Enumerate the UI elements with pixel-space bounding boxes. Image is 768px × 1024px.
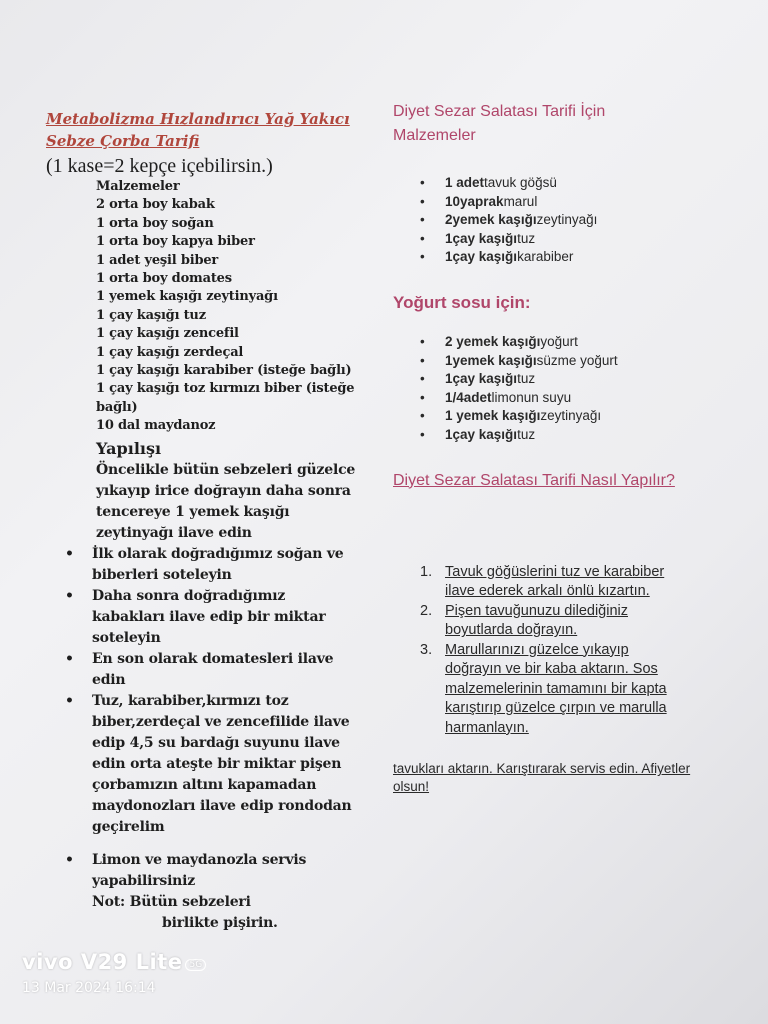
sauce-ingredient-list (393, 333, 723, 445)
photo-timestamp: 13 Mar 2024 16:14 (22, 980, 156, 996)
list-item: • 1yemek kaşığısüzme yoğurt (393, 352, 723, 371)
ingredient-line: 1 orta boy soğan (96, 215, 214, 231)
list-item: • 1çay kaşığıkarabiber (393, 248, 723, 267)
ingredient-line: 1 çay kaşığı tuz (96, 307, 206, 323)
camera-watermark (22, 950, 206, 996)
bullet-icon: • (420, 212, 425, 228)
list-item: • 2yemek kaşığızeytinyağı (393, 211, 723, 230)
list-item: 1. Tavuk göğüslerini tuz ve karabiber ilave ederek arkalı önlü kızartın. (420, 563, 665, 600)
bullet-icon: • (65, 587, 74, 604)
list-item: • 1/4adetlimonun suyu (393, 389, 723, 408)
list-item: • Limon ve maydanozla servis yapabilirsiniz Not: Bütün sebzeleri birlikte pişirin. (65, 851, 307, 931)
ingredient-line: 1 yemek kaşığı zeytinyağı (96, 289, 278, 305)
bullet-icon: • (420, 426, 425, 442)
sauce-heading: Yoğurt sosu için: (393, 292, 531, 312)
ingredient-line: 2 orta boy kabak (96, 197, 215, 213)
list-item: • Daha sonra doğradığımız kabakları ilave edip bir miktar soteleyin (65, 587, 326, 646)
list-item: • 1 adettavuk göğsü (393, 174, 723, 193)
bullet-icon: • (420, 230, 425, 246)
bullet-icon: • (65, 650, 74, 667)
list-item: • En son olarak domatesleri ilave edin (65, 650, 334, 688)
network-badge: 5G (185, 959, 206, 971)
camera-brand: vivo V29 Lite (22, 950, 183, 974)
bullet-icon: • (65, 692, 74, 709)
list-item: • Tuz, karabiber,kırmızı toz biber,zerdeçal ve zencefilide ilave edip 4,5 su bardağı suyunu ilave edin orta ateşte bir miktar pişen çorbamızın altını kapamadan maydonozları ilave edip rondodan geçirelim (65, 692, 352, 835)
salad-steps-list (393, 563, 723, 739)
salad-recipe-column (393, 100, 723, 796)
method-heading: Yapılışı (96, 438, 162, 458)
list-item: 3. Marullarınızı güzelce yıkayıp doğrayın ve bir kaba aktarın. Sos malzemelerinin tamamını bir kapta karıştırıp güzelce çırpın ve marulla harmanlayın. (420, 641, 667, 736)
bullet-icon: • (420, 371, 425, 387)
list-item: • 1çay kaşığıtuz (393, 370, 723, 389)
ingredient-line: 1 çay kaşığı toz kırmızı biber (isteğe bağlı) (96, 381, 355, 415)
list-item: • 10yaprakmarul (393, 193, 723, 212)
list-item: • 1 yemek kaşığızeytinyağı (393, 407, 723, 426)
salad-closing-text: tavukları aktarın. Karıştırarak servis edin. Afiyetler olsun! (393, 761, 691, 795)
soup-steps-list (46, 544, 356, 934)
ingredient-line: 10 dal maydanoz (96, 418, 216, 434)
bullet-icon: • (420, 352, 425, 368)
bullet-icon: • (65, 851, 74, 868)
bullet-icon: • (420, 193, 425, 209)
bullet-icon: • (420, 389, 425, 405)
ingredient-line: 1 orta boy kapya biber (96, 234, 255, 250)
note-text: Not: Bütün sebzeleri (92, 893, 251, 910)
salad-ingredient-list (393, 174, 723, 267)
list-item: 2. Pişen tavuğunuzu dilediğiniz boyutlarda doğrayın. (420, 602, 628, 639)
ingredient-line: Malzemeler (96, 179, 180, 194)
salad-method-heading: Diyet Sezar Salatası Tarifi Nasıl Yapılır? (393, 471, 675, 489)
bullet-icon: • (420, 408, 425, 424)
list-item: • İlk olarak doğradığımız soğan ve biberleri soteleyin (65, 545, 344, 583)
ingredient-line: 1 adet yeşil biber (96, 252, 219, 268)
method-intro: Öncelikle bütün sebzeleri güzelce yıkayıp irice doğrayın daha sonra tencereye 1 yemek kaşığı zeytinyağı ilave edin (96, 461, 356, 541)
soup-ingredient-list (96, 178, 356, 436)
ingredient-line: 1 orta boy domates (96, 271, 232, 287)
list-item: • 2 yemek kaşığıyoğurt (393, 333, 723, 352)
bullet-icon: • (420, 333, 425, 349)
ingredient-line: 1 çay kaşığı karabiber (isteğe bağlı) (96, 363, 352, 379)
ingredient-line: 1 çay kaşığı zerdeçal (96, 344, 244, 360)
soup-recipe-column (46, 108, 356, 934)
soup-serving-note: (1 kase=2 kepçe içebilirsin.) (46, 155, 273, 177)
bullet-icon: • (65, 545, 74, 562)
list-item: • 1çay kaşığıtuz (393, 426, 723, 445)
bullet-icon: • (420, 175, 425, 190)
list-item: • 1çay kaşığıtuz (393, 230, 723, 249)
soup-recipe-title: Metabolizma Hızlandırıcı Yağ Yakıcı Sebze Çorba Tarifi (46, 110, 350, 150)
bullet-icon: • (420, 249, 425, 265)
note-text-last: birlikte pişirin. (162, 914, 278, 931)
salad-recipe-title: Diyet Sezar Salatası Tarifi İçin Malzemeler (393, 103, 606, 144)
ingredient-line: 1 çay kaşığı zencefil (96, 326, 239, 342)
